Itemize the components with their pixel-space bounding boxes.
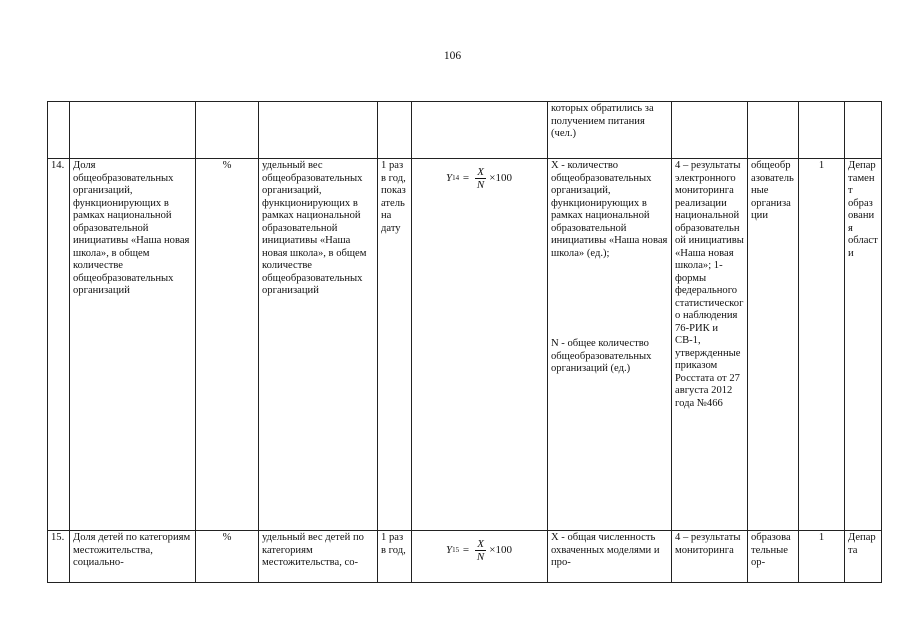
- variable-x-description: X - количество общеобразовательных организаций, функционирующих в рамках национальной образовательной инициативы «Наша новая школа» (ед.);: [551, 160, 668, 259]
- cell-frequency: 1 раз в год,: [378, 531, 412, 583]
- formula-equals: =: [460, 544, 472, 557]
- cell-level: 1: [799, 159, 845, 531]
- cell-name: Доля детей по категориям местожительства, социально-: [70, 531, 196, 583]
- cell-variables: которых обратились за получением питания (чел.): [548, 102, 672, 159]
- formula-lhs: Y: [446, 172, 453, 185]
- formula-lhs: Y: [446, 544, 453, 557]
- cell-variables: [548, 159, 672, 531]
- cell-num: 14.: [48, 159, 70, 531]
- cell-variables: X - общая численность охваченных моделями и про-: [548, 531, 672, 583]
- cell-source: [672, 102, 748, 159]
- cell-formula: [412, 102, 548, 159]
- cell-object: общеобразовательные организации: [748, 159, 799, 531]
- cell-formula: [412, 159, 548, 531]
- formula-numerator: X: [477, 538, 484, 550]
- formula-subscript: 14: [452, 174, 460, 183]
- cell-responsible: Департа: [845, 531, 882, 583]
- formula: [415, 532, 544, 563]
- cell-object: [748, 102, 799, 159]
- cell-unit: %: [196, 531, 259, 583]
- cell-definition: удельный вес детей по категориям местожительства, со-: [259, 531, 378, 583]
- formula-fraction: [475, 166, 486, 191]
- table-row-14: [48, 159, 882, 531]
- cell-frequency: [378, 102, 412, 159]
- formula-equals: =: [460, 172, 472, 185]
- table-row-15: [48, 531, 882, 583]
- formula-numerator: X: [477, 166, 484, 178]
- cell-name: [70, 102, 196, 159]
- cell-unit: %: [196, 159, 259, 531]
- cell-definition: [259, 102, 378, 159]
- cell-unit: [196, 102, 259, 159]
- table-row-continued: [48, 102, 882, 159]
- formula-multiplier: ×100: [489, 172, 512, 185]
- cell-responsible: Департамент образования области: [845, 159, 882, 531]
- cell-name: Доля общеобразовательных организаций, функционирующих в рамках национальной образовательной инициативы «Наша новая школа», в общем количестве общеобразовательных организаций: [70, 159, 196, 531]
- formula-fraction: [475, 538, 486, 563]
- formula-multiplier: ×100: [489, 544, 512, 557]
- cell-responsible: [845, 102, 882, 159]
- cell-num: [48, 102, 70, 159]
- formula-denominator: N: [476, 551, 485, 563]
- cell-formula: [412, 531, 548, 583]
- cell-source: 4 – результаты электронного мониторинга реализации национальной образовательной инициативы «Наша новая школа»; 1-формы федерального статистического наблюдения 76-РИК и СВ-1, утвержденные приказом Росстата от 27 августа 2012 года №466: [672, 159, 748, 531]
- formula-denominator: N: [476, 179, 485, 191]
- cell-definition: удельный вес общеобразовательных организаций, функционирующих в рамках национальной образовательной инициативы «Наша новая школа», в общем количестве общеобразовательных организаций: [259, 159, 378, 531]
- cell-frequency: 1 раз в год, показатель на дату: [378, 159, 412, 531]
- cell-num: 15.: [48, 531, 70, 583]
- variable-n-description: N - общее количество общеобразовательных организаций (ед.): [551, 338, 652, 374]
- indicators-table: [47, 101, 882, 583]
- cell-source: 4 – результаты мониторинга: [672, 531, 748, 583]
- cell-object: образовательные ор-: [748, 531, 799, 583]
- cell-level: [799, 102, 845, 159]
- page-number: 106: [443, 50, 462, 62]
- formula-subscript: 15: [452, 546, 460, 555]
- formula: [415, 160, 544, 191]
- cell-level: 1: [799, 531, 845, 583]
